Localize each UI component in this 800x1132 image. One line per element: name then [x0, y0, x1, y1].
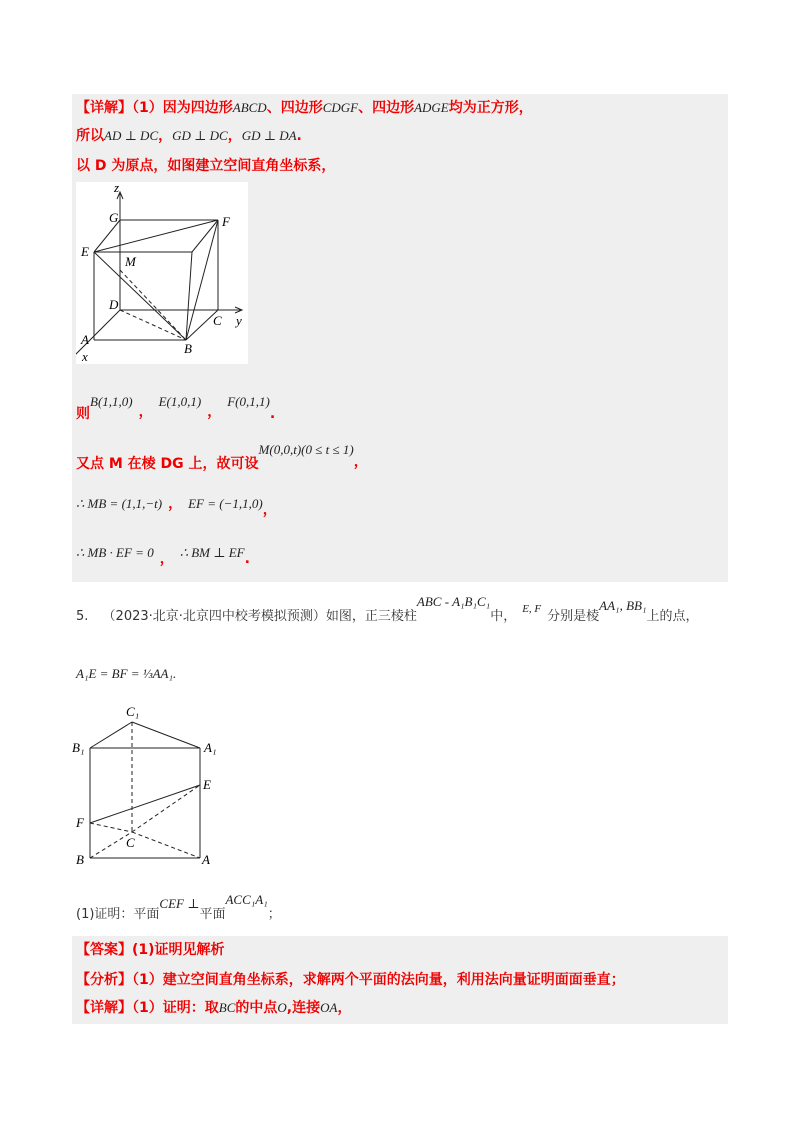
- label-C: C: [213, 313, 222, 328]
- label-M: M: [125, 254, 136, 269]
- label-F2: F: [76, 815, 84, 830]
- detail-line-vectors: ∴ MB = (1,1,−t) ， EF = (−1,1,0)，: [76, 496, 277, 518]
- label-B1: B₁: [72, 740, 85, 755]
- prism-diagram: [70, 700, 230, 872]
- label-E2: E: [203, 777, 211, 792]
- cube-diagram: [76, 182, 248, 364]
- detail-line-dot: ∴ MB · EF = 0 ， ∴ BM ⊥ EF.: [76, 545, 250, 567]
- label-B: B: [184, 341, 192, 356]
- label-C1: C₁: [126, 704, 140, 719]
- label-y: y: [236, 313, 242, 328]
- label-A1: A₁: [204, 740, 217, 755]
- prism-figure: [70, 700, 230, 872]
- label-z: z: [114, 182, 120, 195]
- label-F: F: [222, 214, 230, 229]
- label-C2: C: [126, 835, 135, 850]
- problem-5-ratio: A₁E = BF = ⅓AA₁.: [76, 666, 177, 681]
- label-G: G: [109, 210, 119, 225]
- label-x: x: [82, 349, 88, 364]
- detail-line-1: 【详解】（1）因为四边形ABCD、四边形CDGF、四边形ADGE均为正方形，: [76, 100, 533, 116]
- analysis-line: 【分析】（1）建立空间直角坐标系，求解两个平面的法向量，利用法向量证明面面垂直；: [76, 972, 625, 988]
- answer-line: 【答案】(1)证明见解析: [76, 942, 225, 958]
- label-A2: A: [202, 852, 210, 867]
- detail-line-3: 以 D 为原点，如图建立空间直角坐标系，: [76, 158, 336, 174]
- label-A: A: [81, 332, 89, 347]
- label-B2: B: [76, 852, 84, 867]
- question-1: (1)证明：平面CEF ⊥平面ACC₁A₁；: [76, 892, 281, 922]
- detail-line-M: 又点 M 在棱 DG 上，故可设M(0,0,t)(0 ≤ t ≤ 1)，: [76, 442, 368, 472]
- problem-5-stem: 5. （2023·北京·北京四中校考模拟预测）如图，正三棱柱ABC - A₁B₁C₁中， $^{E, F}$ 分别是棱AA₁, BB₁上的点，: [76, 594, 699, 624]
- cube-figure: [76, 182, 248, 364]
- detail-line-2: 所以AD ⊥ DC，GD ⊥ DC，GD ⊥ DA.: [76, 128, 302, 144]
- label-E: E: [81, 244, 89, 259]
- label-D: D: [109, 297, 119, 312]
- detail-line-coords: 则B(1,1,0)，E(1,0,1)，F(0,1,1).: [76, 394, 276, 422]
- detail-line-2-1: 【详解】（1）证明：取BC的中点O,连接OA，: [76, 1000, 352, 1016]
